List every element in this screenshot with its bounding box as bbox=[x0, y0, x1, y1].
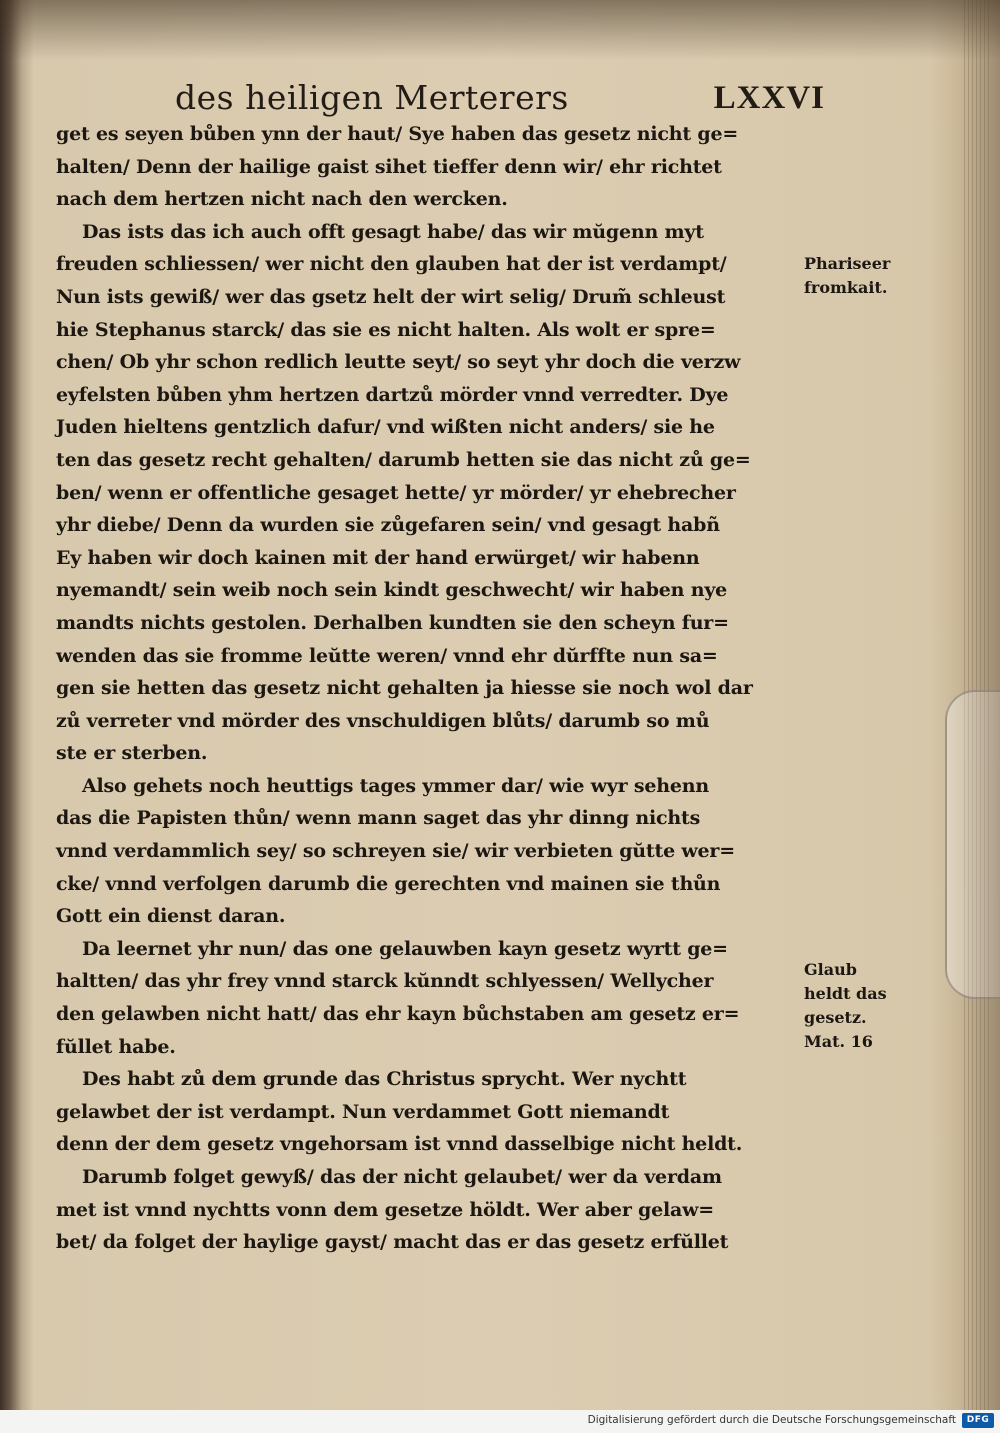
text-line: Des habt zů dem grunde das Christus sprycht. Wer nychtt bbox=[82, 1068, 687, 1091]
text-line: gen sie hetten das gesetz nicht gehalten ja hiesse sie noch wol dar bbox=[56, 677, 753, 700]
text-line: nyemandt/ sein weib noch sein kindt geschwecht/ wir haben nye bbox=[56, 579, 728, 602]
text-line: Also gehets noch heuttigs tages ymmer dar/ wie wyr sehenn bbox=[82, 774, 709, 797]
text-line: freuden schliessen/ wer nicht den glauben hat der ist verdampt/ bbox=[56, 253, 727, 276]
text-line: denn der dem gesetz vngehorsam ist vnnd dasselbige nicht heldt. bbox=[56, 1133, 743, 1156]
text-line: cke/ vnnd verfolgen darumb die gerechten vnd mainen sie thůn bbox=[56, 872, 721, 895]
margin-note-line: Phariseer bbox=[804, 254, 891, 273]
text-line: bet/ da folget der haylige gayst/ macht das er das gesetz erfŭllet bbox=[56, 1231, 729, 1254]
text-line: chen/ Ob yhr schon redlich leutte seyt/ so seyt yhr doch die verzw bbox=[56, 351, 741, 374]
text-line: Gott ein dienst daran. bbox=[56, 905, 286, 928]
text-line: zů verreter vnd mörder des vnschuldigen blůts/ darumb so mů bbox=[56, 709, 710, 732]
text-line: gelawbet der ist verdampt. Nun verdammet Gott niemandt bbox=[56, 1100, 670, 1123]
text-line: Das ists das ich auch offt gesagt habe/ das wir mŭgenn myt bbox=[82, 220, 704, 243]
text-line: wenden das sie fromme leŭtte weren/ vnnd ehr dŭrffte nun sa= bbox=[56, 644, 718, 667]
text-line: Ey haben wir doch kainen mit der hand erwürget/ wir habenn bbox=[56, 546, 700, 569]
text-line: das die Papisten thůn/ wenn mann saget das yhr dinng nichts bbox=[56, 807, 701, 830]
text-line: Da leernet yhr nun/ das one gelauwben kayn gesetz wyrtt ge= bbox=[82, 937, 728, 960]
page-header bbox=[175, 78, 825, 122]
text-line: nach dem hertzen nicht nach den wercken. bbox=[56, 188, 508, 211]
text-line: haltten/ das yhr frey vnnd starck kŭnndt schlyessen/ Wellycher bbox=[56, 970, 714, 993]
text-line: hie Stephanus starck/ das sie es nicht halten. Als wolt er spre= bbox=[56, 318, 716, 341]
text-line: fŭllet habe. bbox=[56, 1035, 176, 1058]
text-line: get es seyen bůben ynn der haut/ Sye haben das gesetz nicht ge= bbox=[56, 123, 739, 145]
text-line: Nun ists gewiß/ wer das gsetz helt der wirt selig/ Drum̃ schleust bbox=[56, 285, 726, 308]
running-title: des heiligen Merterers bbox=[175, 78, 569, 117]
text-line: Juden hieltens gentzlich dafur/ vnd wißten nicht anders/ sie he bbox=[56, 416, 715, 439]
text-line: mandts nichts gestolen. Derhalben kundten sie den scheyn fur= bbox=[56, 611, 729, 634]
margin-note-line: Glaub bbox=[804, 960, 857, 979]
text-line: halten/ Denn der hailige gaist sihet tieffer denn wir/ ehr richtet bbox=[56, 155, 722, 178]
margin-note-line: fromkait. bbox=[804, 278, 888, 297]
folio-number: LXXVI bbox=[713, 80, 825, 116]
text-line: ten das gesetz recht gehalten/ darumb hetten sie das nicht zů ge= bbox=[56, 448, 751, 471]
footer-bar bbox=[0, 1410, 1000, 1433]
page-clip bbox=[945, 690, 1000, 999]
text-line: den gelawben nicht hatt/ das ehr kayn bůchstaben am gesetz er= bbox=[56, 1003, 740, 1026]
text-line: ste er sterben. bbox=[56, 742, 208, 765]
text-line: met ist vnnd nychtts vonn dem gesetze höldt. Wer aber gelaw= bbox=[56, 1198, 715, 1221]
margin-note-line: Mat. 16 bbox=[804, 1032, 873, 1051]
text-line: yhr diebe/ Denn da wurden sie zůgefaren sein/ vnd gesagt habñ bbox=[56, 514, 720, 537]
text-line: eyfelsten bůben yhm hertzen dartzů mörder vnnd verredter. Dye bbox=[56, 383, 729, 406]
margin-note-phariseer bbox=[804, 252, 904, 300]
text-line: ben/ wenn er offentliche gesaget hette/ yr mörder/ yr ehebrecher bbox=[56, 481, 736, 504]
body-text bbox=[56, 118, 801, 1259]
digitization-credit: Digitalisierung gefördert durch die Deutsche Forschungsgemeinschaft bbox=[587, 1414, 956, 1426]
margin-note-glaub bbox=[804, 958, 904, 1054]
text-line: vnnd verdammlich sey/ so schreyen sie/ wir verbieten gŭtte wer= bbox=[56, 840, 735, 863]
margin-note-line: gesetz. bbox=[804, 1008, 867, 1027]
binding-shadow bbox=[0, 0, 1000, 60]
margin-note-line: heldt das bbox=[804, 984, 887, 1003]
dfg-logo: DFG bbox=[962, 1413, 994, 1428]
text-line: Darumb folget gewyß/ das der nicht gelaubet/ wer da verdam bbox=[82, 1166, 722, 1188]
